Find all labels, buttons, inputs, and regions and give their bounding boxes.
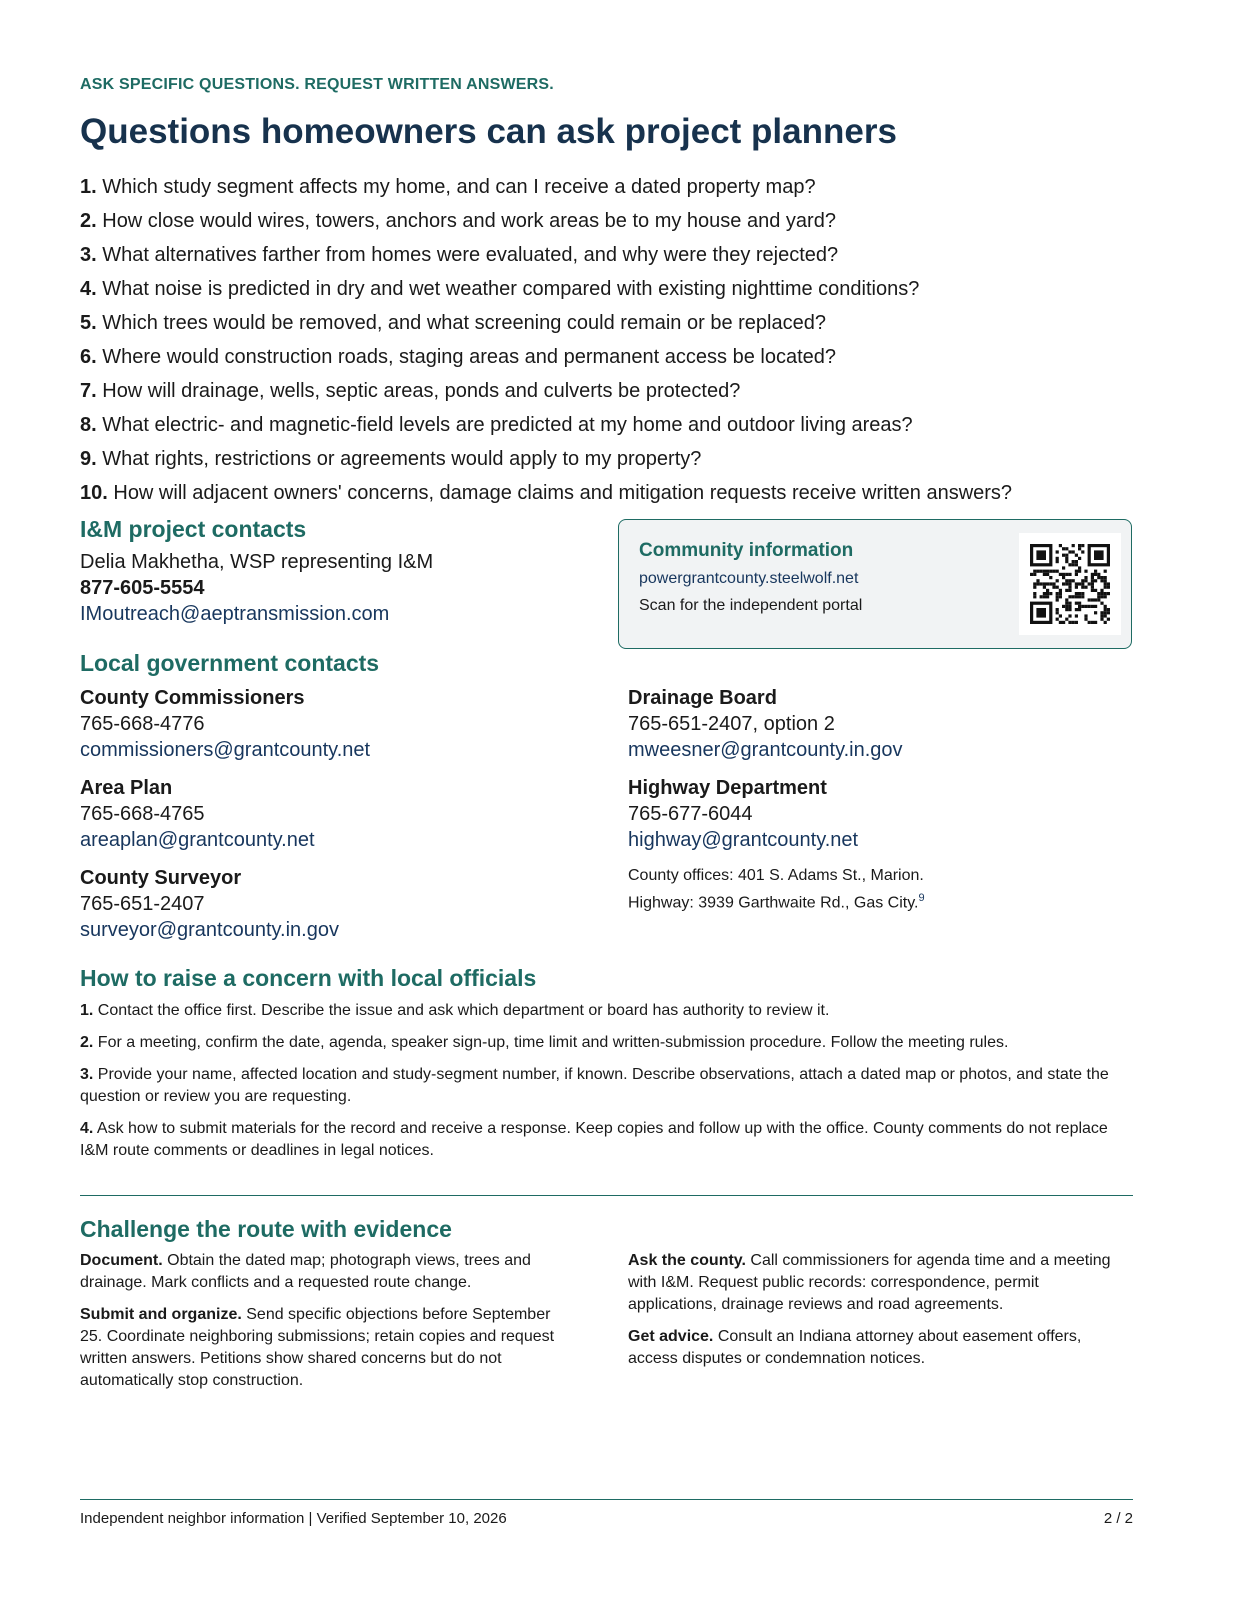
question-item bbox=[80, 170, 1158, 204]
community-info-heading: Community information bbox=[639, 540, 854, 561]
raise-item-text: For a meeting, confirm the date, agenda, speaker sign-up, time limit and written-submission procedure. Follow the meeting rules. bbox=[93, 1034, 1009, 1051]
im-contacts-heading: I&M project contacts bbox=[80, 516, 307, 542]
challenge-right-column bbox=[628, 1250, 1128, 1380]
page bbox=[80, 0, 1158, 1600]
gov-contact-email-link[interactable]: highway@grantcounty.net bbox=[628, 829, 859, 851]
footnote-marker[interactable]: 9 bbox=[918, 892, 925, 904]
gov-contact-email-link[interactable]: areaplan@grantcounty.net bbox=[80, 829, 315, 851]
question-text: Which study segment affects my home, and can I receive a dated property map? bbox=[96, 176, 816, 198]
community-portal-link[interactable]: powergrantcounty.steelwolf.net bbox=[639, 570, 859, 587]
raise-item-text: Contact the office first. Describe the issue and ask which department or board has authority to review it. bbox=[93, 1002, 830, 1019]
question-text: What rights, restrictions or agreements would apply to my property? bbox=[96, 448, 702, 470]
raise-concern-item bbox=[80, 1064, 1140, 1108]
community-info-box bbox=[618, 519, 1132, 649]
raise-concern-item bbox=[80, 1032, 1140, 1054]
local-gov-left-column bbox=[80, 685, 600, 955]
gov-contact-name: County Surveyor bbox=[80, 867, 242, 889]
question-item bbox=[80, 340, 1158, 374]
challenge-lead: Ask the county. bbox=[628, 1252, 746, 1269]
gov-contact-phone[interactable]: 765-668-4776 bbox=[80, 713, 205, 735]
question-text: What alternatives farther from homes were evaluated, and why were they rejected? bbox=[96, 244, 839, 266]
challenge-paragraph bbox=[628, 1250, 1128, 1316]
im-contact-name: Delia Makhetha, WSP representing I&M bbox=[80, 551, 434, 573]
question-item bbox=[80, 374, 1158, 408]
question-number: 10. bbox=[80, 482, 108, 504]
gov-contact bbox=[80, 685, 600, 763]
question-number: 8. bbox=[80, 414, 97, 436]
challenge-left-column bbox=[80, 1250, 570, 1402]
question-item bbox=[80, 204, 1158, 238]
gov-contact-phone[interactable]: 765-651-2407 bbox=[80, 893, 205, 915]
raise-concern-heading: How to raise a concern with local officials bbox=[80, 965, 537, 991]
challenge-route-heading: Challenge the route with evidence bbox=[80, 1216, 452, 1242]
gov-contact bbox=[628, 685, 1148, 763]
gov-contact bbox=[80, 775, 600, 853]
question-text: Where would construction roads, staging areas and permanent access be located? bbox=[96, 346, 837, 368]
question-item bbox=[80, 442, 1158, 476]
challenge-paragraph bbox=[80, 1304, 570, 1392]
page-number: 2 / 2 bbox=[1103, 1510, 1133, 1527]
raise-item-number: 2. bbox=[80, 1034, 94, 1051]
im-contact-email-link[interactable]: IMoutreach@aeptransmission.com bbox=[80, 603, 390, 625]
im-contacts bbox=[80, 516, 620, 627]
challenge-text: Call commissioners for agenda time and a meeting with I&M. Request public records: correspondence, permit applications, drainage reviews and road agreements. bbox=[628, 1252, 1111, 1313]
question-text: How close would wires, towers, anchors and work areas be to my house and yard? bbox=[96, 210, 836, 232]
question-number: 2. bbox=[80, 210, 97, 232]
challenge-text: Consult an Indiana attorney about easement offers, access disputes or condemnation notices. bbox=[628, 1328, 1082, 1367]
raise-item-text: Ask how to submit materials for the record and receive a response. Keep copies and follow up with the office. County comments do not replace I&M route comments or deadlines in legal notices. bbox=[80, 1120, 1108, 1159]
question-number: 6. bbox=[80, 346, 97, 368]
gov-contact-name: Area Plan bbox=[80, 777, 173, 799]
question-item bbox=[80, 408, 1158, 442]
question-number: 9. bbox=[80, 448, 97, 470]
raise-item-number: 3. bbox=[80, 1066, 94, 1083]
gov-contact-phone[interactable]: 765-651-2407, option 2 bbox=[628, 713, 835, 735]
community-scan-note: Scan for the independent portal bbox=[639, 597, 863, 614]
im-contact-phone[interactable]: 877-605-5554 bbox=[80, 577, 205, 599]
question-number: 5. bbox=[80, 312, 97, 334]
highway-address: Highway: 3939 Garthwaite Rd., Gas City. bbox=[628, 894, 919, 912]
raise-concern-item bbox=[80, 1118, 1140, 1162]
question-item bbox=[80, 238, 1158, 272]
raise-concern-list bbox=[80, 1000, 1140, 1172]
kicker: ASK SPECIFIC QUESTIONS. REQUEST WRITTEN ANSWERS. bbox=[80, 76, 554, 93]
question-item bbox=[80, 476, 1158, 510]
gov-contact-email-link[interactable]: commissioners@grantcounty.net bbox=[80, 739, 371, 761]
gov-contact-email-link[interactable]: surveyor@grantcounty.in.gov bbox=[80, 919, 339, 941]
gov-contact bbox=[80, 865, 600, 943]
county-offices-address: County offices: 401 S. Adams St., Marion. bbox=[628, 867, 924, 884]
questions-list bbox=[80, 170, 1158, 510]
question-text: How will adjacent owners' concerns, damage claims and mitigation requests receive written answers? bbox=[107, 482, 1013, 504]
gov-contact-name: Drainage Board bbox=[628, 687, 777, 709]
raise-item-text: Provide your name, affected location and study-segment number, if known. Describe observations, attach a dated map or photos, and state the question or review you are requesting. bbox=[80, 1066, 1109, 1105]
gov-contact-name: County Commissioners bbox=[80, 687, 305, 709]
gov-contact-phone[interactable]: 765-677-6044 bbox=[628, 803, 753, 825]
gov-contact-phone[interactable]: 765-668-4765 bbox=[80, 803, 205, 825]
question-number: 7. bbox=[80, 380, 97, 402]
gov-contact-name: Highway Department bbox=[628, 777, 827, 799]
challenge-paragraph bbox=[628, 1326, 1128, 1370]
challenge-text: Send specific objections before September 25. Coordinate neighboring submissions; retain copies and request written answers. Petitions show shared concerns but do not automatically stop construction. bbox=[80, 1306, 555, 1389]
footer-note: Independent neighbor information | Verified September 10, 2026 bbox=[80, 1510, 507, 1527]
gov-contact bbox=[628, 775, 1148, 853]
raise-item-number: 4. bbox=[80, 1120, 94, 1137]
question-text: What noise is predicted in dry and wet weather compared with existing nighttime conditions? bbox=[96, 278, 920, 300]
question-item bbox=[80, 306, 1158, 340]
raise-item-number: 1. bbox=[80, 1002, 94, 1019]
gov-contact-email-link[interactable]: mweesner@grantcounty.in.gov bbox=[628, 739, 903, 761]
question-number: 3. bbox=[80, 244, 97, 266]
challenge-text: Obtain the dated map; photograph views, trees and drainage. Mark conflicts and a requested route change. bbox=[80, 1252, 531, 1291]
challenge-lead: Submit and organize. bbox=[80, 1306, 242, 1323]
footer-divider bbox=[80, 1499, 1133, 1500]
local-gov-right-column bbox=[628, 685, 1148, 914]
office-addresses bbox=[628, 865, 1148, 914]
question-text: Which trees would be removed, and what screening could remain or be replaced? bbox=[96, 312, 826, 334]
qr-code-icon[interactable] bbox=[1019, 533, 1121, 635]
question-text: How will drainage, wells, septic areas, ponds and culverts be protected? bbox=[96, 380, 741, 402]
question-number: 4. bbox=[80, 278, 97, 300]
question-number: 1. bbox=[80, 176, 97, 198]
challenge-lead: Document. bbox=[80, 1252, 163, 1269]
footer bbox=[80, 1510, 1133, 1527]
page-title: Questions homeowners can ask project planners bbox=[80, 112, 897, 151]
challenge-lead: Get advice. bbox=[628, 1328, 714, 1345]
section-divider bbox=[80, 1195, 1133, 1196]
raise-concern-item bbox=[80, 1000, 1140, 1022]
question-text: What electric- and magnetic-field levels are predicted at my home and outdoor living areas? bbox=[96, 414, 913, 436]
question-item bbox=[80, 272, 1158, 306]
challenge-paragraph bbox=[80, 1250, 570, 1294]
local-gov-heading: Local government contacts bbox=[80, 650, 380, 676]
